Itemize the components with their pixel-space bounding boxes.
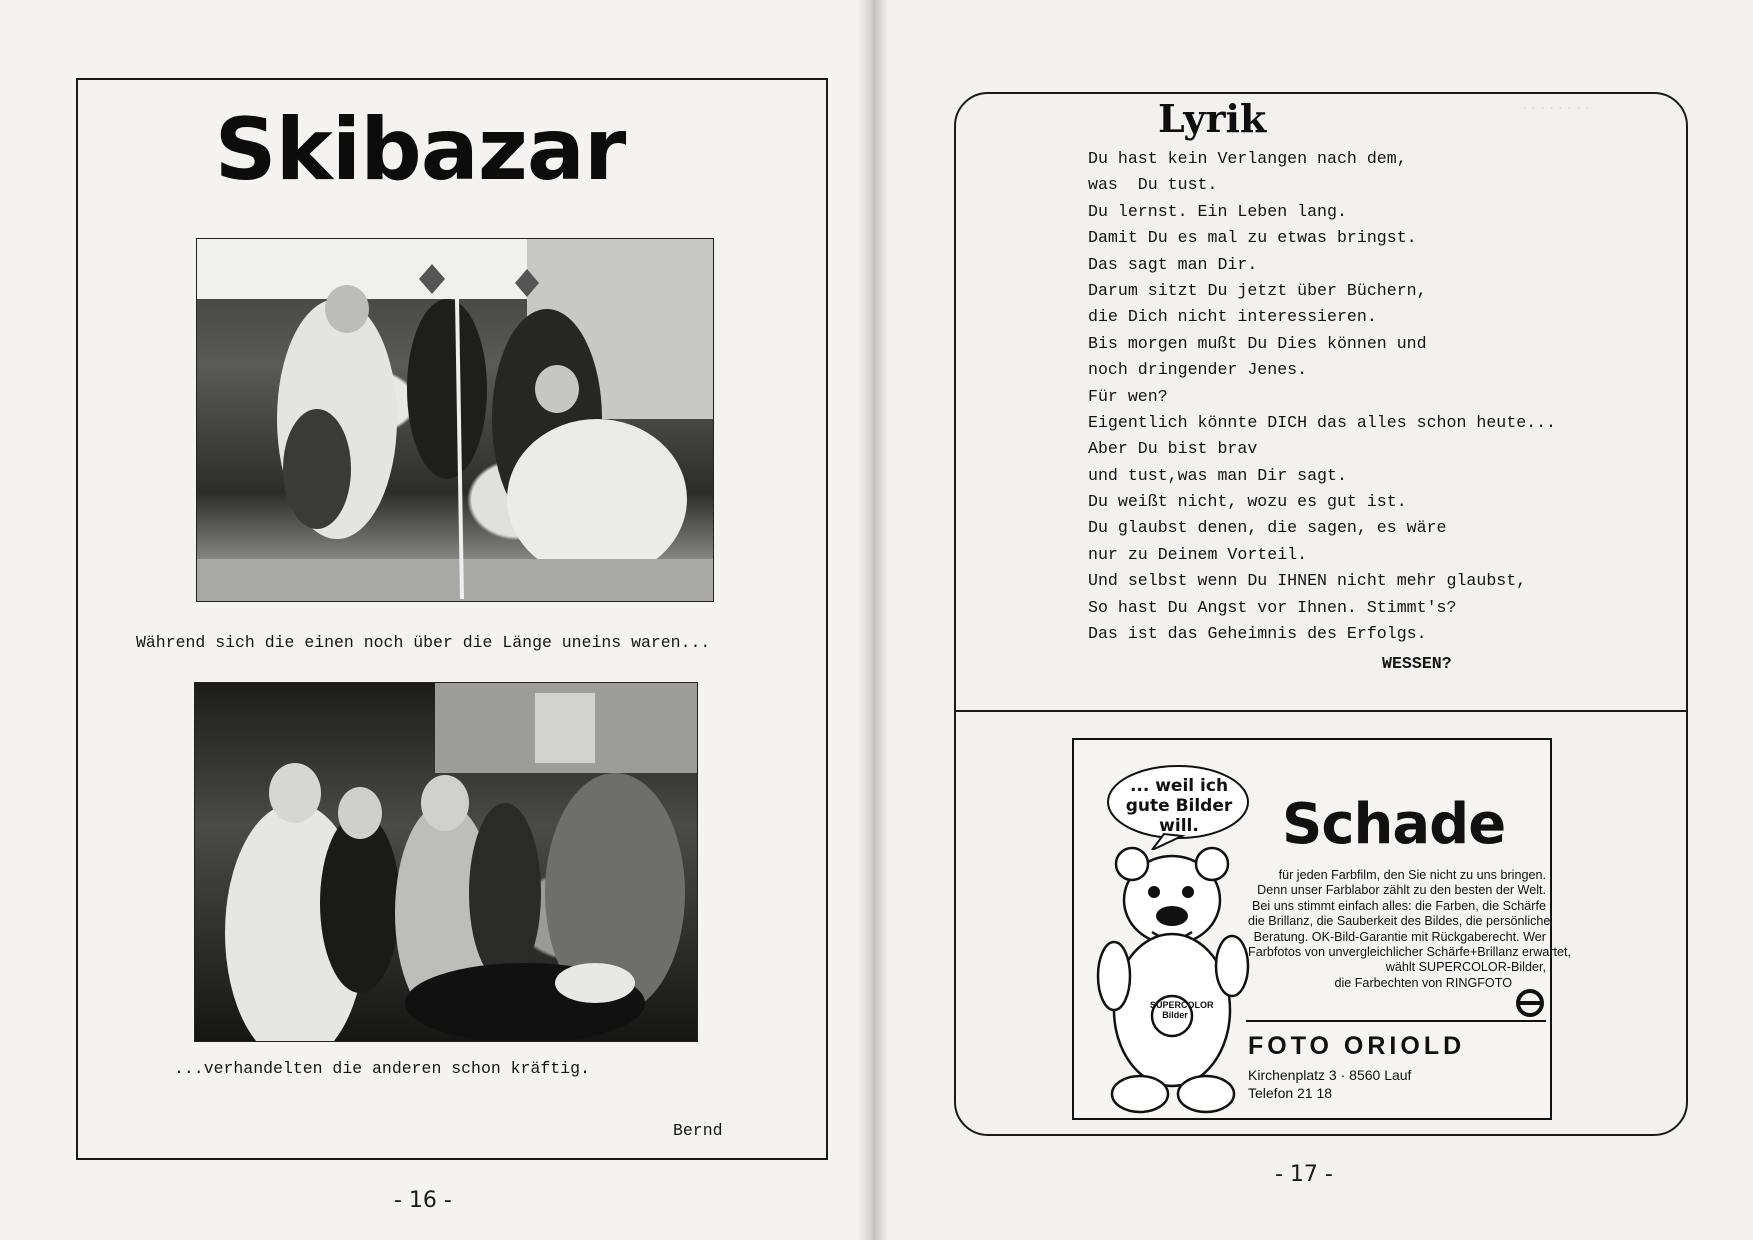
poem-line: Für wen? xyxy=(1088,386,1168,406)
poem-line: Das ist das Geheimnis des Erfolgs. xyxy=(1088,624,1427,644)
poem-title: Lyrik xyxy=(1158,96,1267,141)
poem-line: die Dich nicht interessieren. xyxy=(1088,307,1377,327)
page-title: Skibazar xyxy=(214,100,626,200)
poem-body xyxy=(1088,146,1556,647)
shop-address-line: Kirchenplatz 3 · 8560 Lauf xyxy=(1248,1067,1412,1083)
photo-2-shapes xyxy=(195,683,697,1041)
poem-line: Aber Du bist brav xyxy=(1088,439,1258,459)
poem-line: Du glaubst denen, die sagen, es wäre xyxy=(1088,518,1447,538)
ski-bazaar-photo-1 xyxy=(196,238,714,602)
bear-shirt-text: SUPERCOLOR Bilder xyxy=(1150,1000,1214,1020)
author-signature: Bernd xyxy=(673,1121,723,1140)
ad-body-line: Denn unser Farblabor zählt zu den besten der Welt. xyxy=(1257,883,1546,898)
shop-phone-line: Telefon 21 18 xyxy=(1248,1085,1333,1101)
ad-body-line: Bei uns stimmt einfach alles: die Farben, die Schärfe xyxy=(1252,898,1546,913)
ad-body-line: die Brillanz, die Sauberkeit des Bildes, die persönliche xyxy=(1248,914,1551,929)
poem-signoff: WESSEN? xyxy=(1382,654,1452,673)
poem-line: was Du tust. xyxy=(1088,175,1218,195)
page-number-left: - 16 - xyxy=(394,1188,452,1213)
speech-bubble-text: ... weil ich gute Bilder will. xyxy=(1125,776,1233,836)
poem-line: Darum sitzt Du jetzt über Büchern, xyxy=(1088,280,1427,300)
page-number-right: - 17 - xyxy=(1275,1162,1333,1187)
ad-body-line: für jeden Farbfilm, den Sie nicht zu uns bringen. xyxy=(1278,868,1546,882)
poem-line: Und selbst wenn Du IHNEN nicht mehr glaubst, xyxy=(1088,571,1527,591)
frame-divider xyxy=(956,710,1686,712)
poem-line: Du hast kein Verlangen nach dem, xyxy=(1088,149,1407,168)
poem-line: Das sagt man Dir. xyxy=(1088,254,1258,274)
bear-mascot-illustration xyxy=(1092,840,1252,1118)
poem-line: Eigentlich könnte DICH das alles schon heute... xyxy=(1088,412,1557,432)
photo-1-shapes xyxy=(197,239,713,601)
ad-body-line: wählt SUPERCOLOR-Bilder, xyxy=(1385,960,1546,975)
poem-line: Du lernst. Ein Leben lang. xyxy=(1088,201,1347,221)
book-gutter xyxy=(858,0,888,1240)
shop-address xyxy=(1248,1066,1411,1102)
ad-divider xyxy=(1246,1020,1546,1022)
ad-headline: Schade xyxy=(1282,792,1506,857)
poem-line: Du weißt nicht, wozu es gut ist. xyxy=(1088,492,1407,512)
photo-caption-1: Während sich die einen noch über die Länge uneins waren... xyxy=(136,633,711,652)
ski-bazaar-photo-2 xyxy=(194,682,698,1042)
ad-body-line: die Farbechten von RINGFOTO xyxy=(1334,975,1512,990)
poem-line: Bis morgen mußt Du Dies können und xyxy=(1088,333,1427,353)
poem-line: und tust,was man Dir sagt. xyxy=(1088,465,1347,485)
ad-body-line: Farbfotos von unvergleichlicher Schärfe+Brillanz erwartet, xyxy=(1248,945,1572,960)
shop-name: FOTO ORIOLD xyxy=(1248,1032,1466,1060)
ad-body-line: Beratung. OK-Bild-Garantie mit Rückgaberecht. Wer xyxy=(1253,929,1546,944)
bleed-through-text: ········ xyxy=(1520,100,1593,117)
poem-line: Damit Du es mal zu etwas bringst. xyxy=(1088,228,1417,248)
photo-caption-2: ...verhandelten die anderen schon kräftig. xyxy=(174,1059,590,1078)
poem-line: noch dringender Jenes. xyxy=(1088,360,1308,380)
poem-line: nur zu Deinem Vorteil. xyxy=(1088,544,1308,564)
ringfoto-logo-icon xyxy=(1515,988,1545,1018)
ad-body-text xyxy=(1248,868,1572,991)
poem-line: So hast Du Angst vor Ihnen. Stimmt's? xyxy=(1088,597,1457,617)
